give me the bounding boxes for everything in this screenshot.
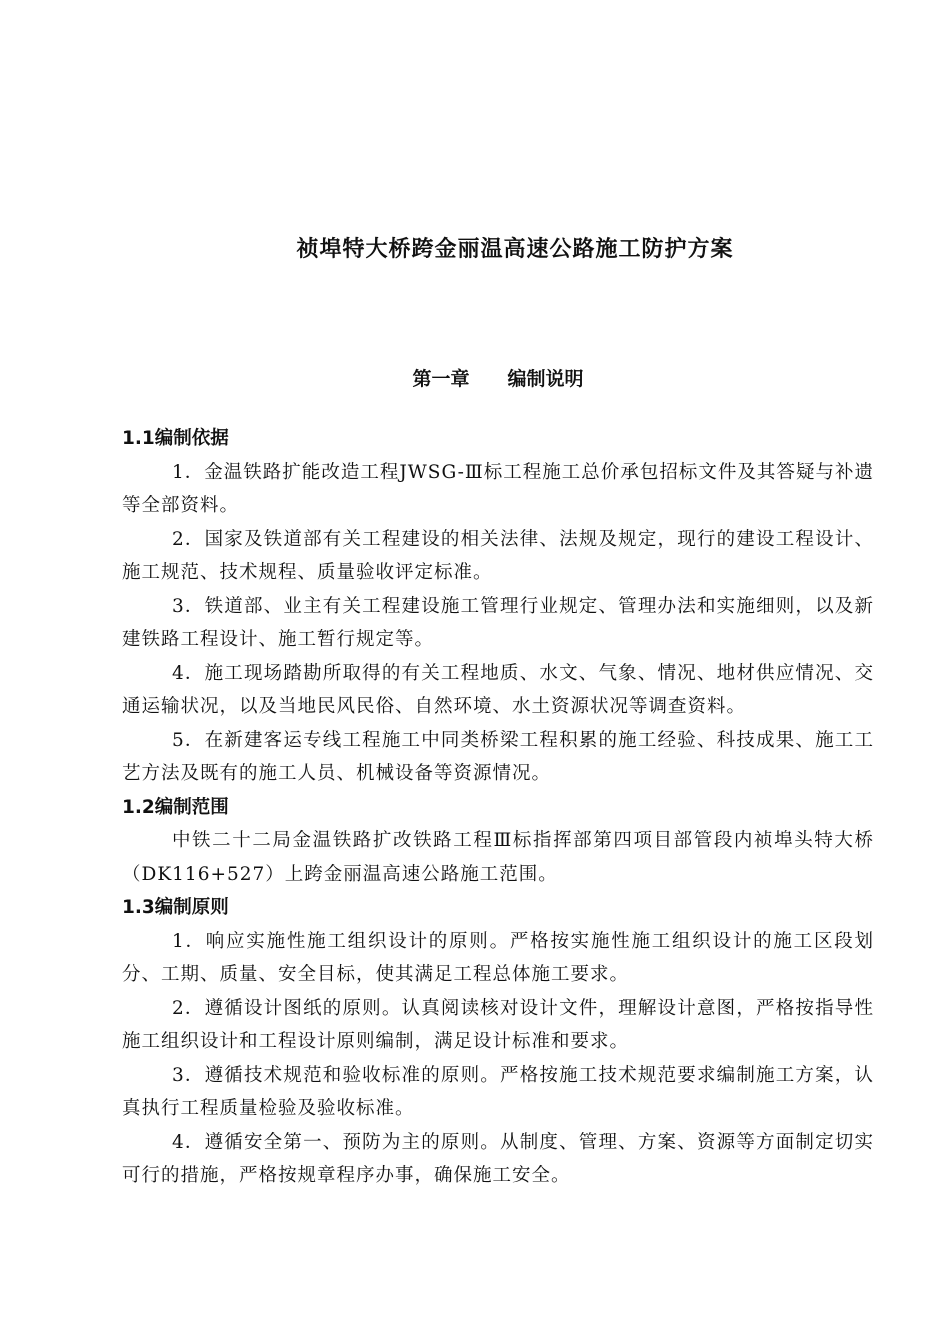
paragraph: 1．响应实施性施工组织设计的原则。严格按实施性施工组织设计的施工区段划分、工期、质量、安全目标，使其满足工程总体施工要求。 bbox=[122, 930, 874, 985]
section-heading: 1.1编制依据 bbox=[122, 428, 229, 449]
chapter-heading bbox=[122, 364, 874, 391]
document-title: 祯埠特大桥跨金丽温高速公路施工防护方案 bbox=[296, 237, 734, 262]
paragraph: 2．遵循设计图纸的原则。认真阅读核对设计文件，理解设计意图，严格按指导性施工组织设计和工程设计原则编制，满足设计标准和要求。 bbox=[122, 997, 874, 1052]
section-1-3 bbox=[122, 891, 874, 1193]
section-heading: 1.3编制原则 bbox=[122, 897, 229, 918]
paragraph: 5．在新建客运专线工程施工中同类桥梁工程积累的施工经验、科技成果、施工工艺方法及既有的施工人员、机械设备等资源情况。 bbox=[122, 729, 874, 784]
section-heading: 1.2编制范围 bbox=[122, 796, 229, 818]
chapter-name: 编制说明 bbox=[507, 368, 584, 390]
paragraph: 2．国家及铁道部有关工程建设的相关法律、法规及规定，现行的建设工程设计、施工规范、技术规程、质量验收评定标准。 bbox=[122, 528, 874, 583]
paragraph: 中铁二十二局金温铁路扩改铁路工程Ⅲ标指挥部第四项目部管段内祯埠头特大桥（DK116+527）上跨金丽温高速公路施工范围。 bbox=[122, 830, 874, 885]
paragraph: 4．施工现场踏勘所取得的有关工程地质、水文、气象、情况、地材供应情况、交通运输状况，以及当地民风民俗、自然环境、水土资源状况等调查资料。 bbox=[122, 662, 874, 717]
section-1-1 bbox=[122, 422, 874, 791]
section-1-2 bbox=[122, 791, 874, 892]
paragraph: 4．遵循安全第一、预防为主的原则。从制度、管理、方案、资源等方面制定切实可行的措施，严格按规章程序办事，确保施工安全。 bbox=[122, 1131, 874, 1186]
paragraph: 3．遵循技术规范和验收标准的原则。严格按施工技术规范要求编制施工方案，认真执行工程质量检验及验收标准。 bbox=[122, 1064, 874, 1119]
chapter-number: 第一章 bbox=[412, 368, 470, 390]
paragraph: 1．金温铁路扩能改造工程JWSG-Ⅲ标工程施工总价承包招标文件及其答疑与补遗等全部资料。 bbox=[122, 461, 874, 516]
document-body bbox=[122, 422, 874, 1193]
paragraph: 3．铁道部、业主有关工程建设施工管理行业规定、管理办法和实施细则，以及新建铁路工程设计、施工暂行规定等。 bbox=[122, 595, 874, 650]
